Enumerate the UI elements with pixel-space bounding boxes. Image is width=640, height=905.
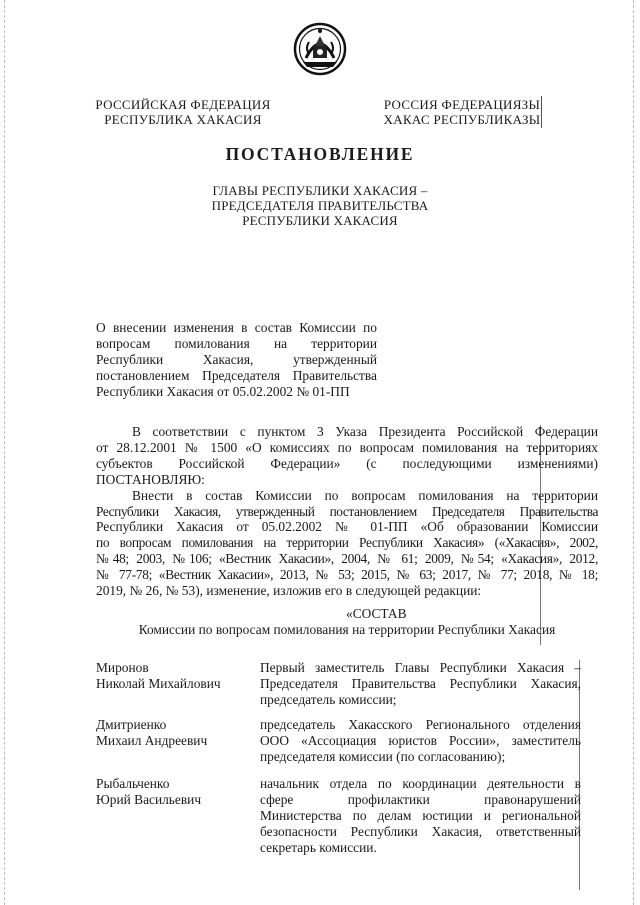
header-right-line2: ХАКАС РЕСПУБЛИКАЗЫ bbox=[383, 112, 541, 127]
scan-edge-right bbox=[633, 0, 634, 905]
subject-line4: постановлением Председателя Правительства bbox=[96, 367, 377, 383]
document-subtitle bbox=[150, 183, 490, 228]
body-p1-line1: В соответствии с пунктом 3 Указа Президента Российской Федерации bbox=[132, 424, 598, 439]
header-right-line1: РОССИЯ ФЕДЕРАЦИЯЗЫ bbox=[383, 97, 541, 112]
subject-line2: вопросам помилования на территории bbox=[96, 335, 377, 351]
header-left-line2: РЕСПУБЛИКА ХАКАСИЯ bbox=[104, 112, 262, 127]
member-role-line1: председатель Хакасского Регионального отделения bbox=[260, 717, 581, 732]
member-role-line2: ООО «Ассоциация юристов России», заместитель bbox=[260, 732, 581, 748]
member-name bbox=[96, 776, 246, 808]
body-p2-line3: Республики Хакасия от 05.02.2002 № 01-ПП «Об образовании Комиссии bbox=[96, 519, 598, 535]
member-role bbox=[260, 776, 581, 856]
member-role-line5: секретарь комиссии. bbox=[260, 839, 377, 855]
member-role-line1: начальник отдела по координации деятельности в bbox=[260, 776, 581, 791]
member-role-line3: председатель комиссии; bbox=[260, 691, 397, 707]
header-left-line1: РОССИЙСКАЯ ФЕДЕРАЦИЯ bbox=[95, 97, 271, 112]
member-name bbox=[96, 717, 246, 749]
member-role bbox=[260, 660, 581, 708]
body-p2-line7: 2019, № 26, № 53), изменение, изложив его в следующей редакции: bbox=[96, 583, 482, 599]
header-left bbox=[94, 97, 272, 127]
document-body bbox=[96, 424, 598, 599]
subtitle-line2: ПРЕДСЕДАТЕЛЯ ПРАВИТЕЛЬСТВА bbox=[211, 198, 429, 213]
member-role-line2: Председателя Правительства Республики Хакасия, bbox=[260, 675, 581, 691]
coat-of-arms-emblem bbox=[293, 22, 347, 76]
member-given-name: Николай Михайлович bbox=[96, 675, 221, 691]
body-p2-line2: Республики Хакасия, утвержденный постановлением Председателя Правительства bbox=[96, 503, 598, 519]
member-role-line4: безопасности Республики Хакасия, ответственный bbox=[260, 823, 581, 839]
subject-line3: Республики Хакасия, утвержденный bbox=[96, 351, 377, 367]
scan-edge-left bbox=[4, 0, 5, 905]
member-surname: Рыбальченко bbox=[96, 776, 170, 791]
body-p1-line4: ПОСТАНОВЛЯЮ: bbox=[96, 471, 205, 487]
body-p2-line4: по вопросам помилования на территории Республики Хакасия» («Хакасия», 2002, bbox=[96, 535, 598, 551]
member-surname: Дмитриенко bbox=[96, 717, 167, 732]
member-role bbox=[260, 717, 581, 765]
member-given-name: Юрий Васильевич bbox=[96, 791, 202, 807]
member-role-line2: сфере профилактики правонарушений bbox=[260, 791, 581, 807]
member-given-name: Михаил Андреевич bbox=[96, 732, 208, 748]
subtitle-line1: ГЛАВЫ РЕСПУБЛИКИ ХАКАСИЯ – bbox=[212, 183, 428, 198]
member-role-line3: председателя комиссии (по согласованию); bbox=[260, 748, 506, 764]
member-name bbox=[96, 660, 246, 692]
body-p1-line3: субъектов Российской Федерации» (с последующими изменениями) bbox=[96, 455, 598, 471]
member-surname: Миронов bbox=[96, 660, 149, 675]
subject-line1: О внесении изменения в состав Комиссии по bbox=[96, 320, 377, 335]
composition-heading bbox=[96, 606, 598, 638]
body-p2-line5: №48; 2003, №106; «Вестник Хакасии», 2004, № 61; 2009, №54; «Хакасия», 2012, bbox=[96, 551, 598, 567]
body-p1-line2: от 28.12.2001 № 1500 «О комиссиях по вопросам помилования на территориях bbox=[96, 439, 598, 455]
member-role-line3: Министерства по делам юстиции и региональной bbox=[260, 807, 581, 823]
body-p2-line1: Внести в состав Комиссии по вопросам помилования на территории bbox=[132, 487, 598, 503]
subtitle-line3: РЕСПУБЛИКИ ХАКАСИЯ bbox=[242, 213, 398, 228]
composition-heading-line2: Комиссии по вопросам помилования на территории Республики Хакасия bbox=[138, 621, 556, 637]
member-role-line1: Первый заместитель Главы Республики Хакасия – bbox=[260, 660, 581, 675]
header-right bbox=[382, 97, 542, 127]
body-p2-line6: № 77-78; «Вестник Хакасии», 2013, № 53; 2015, № 63; 2017, № 77; 2018, № 18; bbox=[96, 567, 598, 583]
composition-heading-line1: «СОСТАВ bbox=[346, 606, 407, 621]
document-title: ПОСТАНОВЛЕНИЕ bbox=[225, 144, 415, 164]
document-subject bbox=[96, 320, 377, 400]
subject-line5: Республики Хакасия от 05.02.2002 № 01-ПП bbox=[96, 383, 350, 399]
